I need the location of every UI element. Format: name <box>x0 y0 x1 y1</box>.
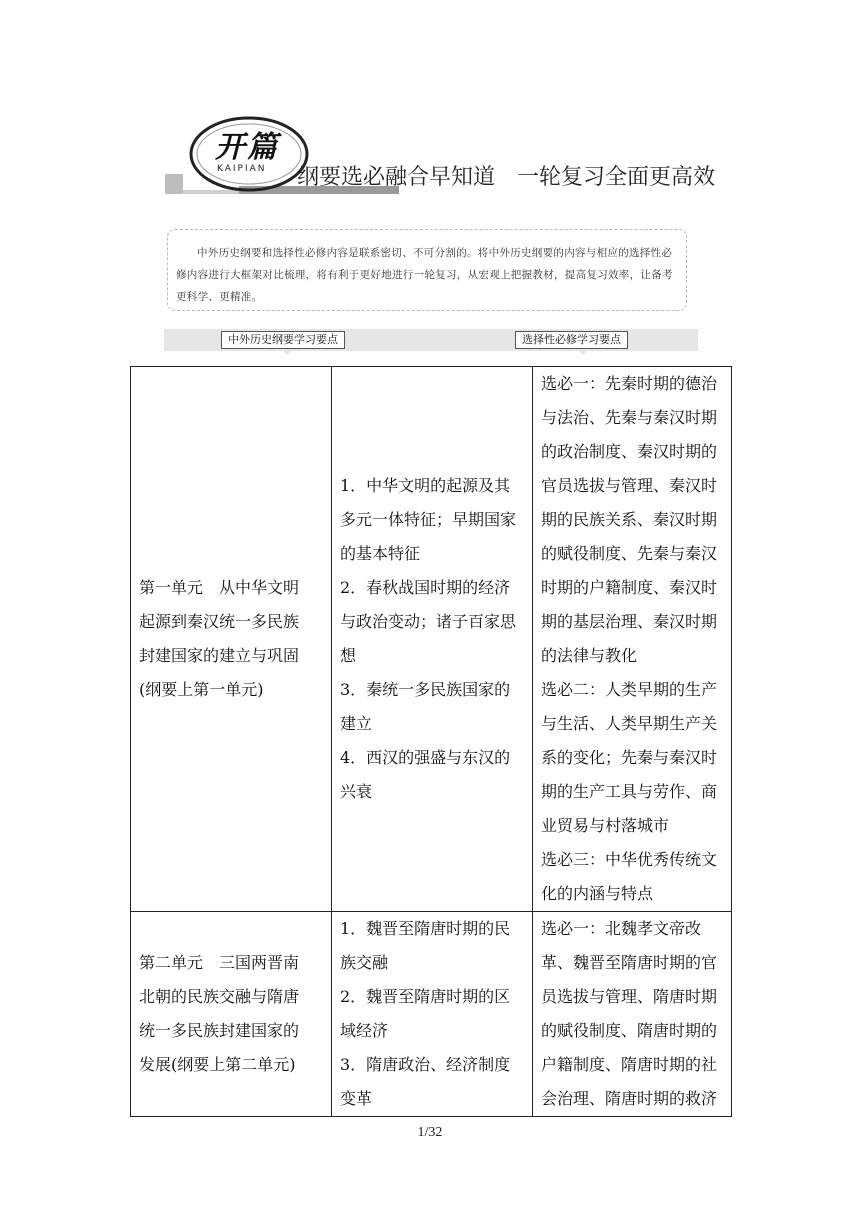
comparison-table <box>130 366 732 1117</box>
cell-line: 2．魏晋至隋唐时期的区 <box>340 987 511 1006</box>
cell-line: 员选拔与管理、隋唐时期 <box>541 987 718 1006</box>
cell-line: 期的民族关系、秦汉时期 <box>541 510 718 529</box>
cell-line: 统一多民族封建国家的 <box>139 1021 300 1040</box>
cell-line: 会治理、隋唐时期的救济 <box>541 1089 718 1108</box>
label-elective: 选择性必修学习要点 <box>515 331 628 349</box>
cell-line: (纲要上第一单元) <box>139 680 264 699</box>
cell-line: 期的生产工具与劳作、商 <box>541 782 718 801</box>
cell-line: 封建国家的建立与巩固 <box>139 646 300 665</box>
cell-line: 业贸易与村落城市 <box>541 816 670 835</box>
kaipian-badge <box>187 112 311 196</box>
cell-line: 兴衰 <box>340 782 373 801</box>
cell-line: 第一单元 从中华文明 <box>139 578 300 597</box>
badge-pinyin: KAIPIAN <box>217 164 267 174</box>
cell-line: 与生活、人类早期生产关 <box>541 714 718 733</box>
unit-cell <box>131 912 332 1117</box>
cell-line: 发展(纲要上第二单元) <box>139 1055 296 1074</box>
cell-line: 第二单元 三国两晋南 <box>139 953 300 972</box>
cell-line: 3．隋唐政治、经济制度 <box>340 1055 511 1074</box>
cell-line: 想 <box>340 646 357 665</box>
cell-line: 选必一：先秦时期的德治 <box>541 374 718 393</box>
outline-points-cell <box>332 912 533 1117</box>
intro-line: 更科学、更精准。 <box>176 291 263 303</box>
cell-line: 与政治变动；诸子百家思 <box>340 612 517 631</box>
cell-line: 官员选拔与管理、秦汉时 <box>541 476 718 495</box>
cell-line: 与法治、先秦与秦汉时期 <box>541 408 718 427</box>
pointer-arrow <box>577 349 589 355</box>
cell-line: 时期的户籍制度、秦汉时 <box>541 578 718 597</box>
cell-line: 选必二：人类早期的生产 <box>541 680 718 699</box>
intro-line: 中外历史纲要和选择性必修内容是联系密切、不可分割的。将中外历史纲要的内容与相应的选择性必 <box>197 247 673 259</box>
banner-decoration <box>165 174 183 194</box>
cell-line: 的赋役制度、先秦与秦汉 <box>541 544 718 563</box>
cell-line: 1．中华文明的起源及其 <box>340 476 511 495</box>
cell-line: 期的基层治理、秦汉时期 <box>541 612 718 631</box>
cell-line: 的基本特征 <box>340 544 421 563</box>
cell-line: 选必一：北魏孝文帝改 <box>541 919 702 938</box>
cell-line: 选必三：中华优秀传统文 <box>541 850 718 869</box>
cell-line: 起源到秦汉统一多民族 <box>139 612 300 631</box>
elective-points-cell <box>533 367 732 912</box>
page-number: 1/32 <box>417 1125 443 1140</box>
cell-line: 族交融 <box>340 953 389 972</box>
table-row <box>131 367 732 912</box>
cell-line: 北朝的民族交融与隋唐 <box>139 987 300 1006</box>
cell-line: 变革 <box>340 1089 373 1108</box>
outline-points-cell <box>332 367 533 912</box>
section-labels-bar <box>164 329 698 351</box>
cell-line: 2．春秋战国时期的经济 <box>340 578 511 597</box>
elective-points-cell <box>533 912 732 1117</box>
intro-line: 修内容进行大框架对比梳理，将有利于更好地进行一轮复习，从宏观上把握教材，提高复习效率，让备考 <box>176 269 673 281</box>
cell-line: 4．西汉的强盛与东汉的 <box>340 748 511 767</box>
intro-text <box>176 242 681 308</box>
cell-line: 的赋役制度、隋唐时期的 <box>541 1021 718 1040</box>
cell-line: 域经济 <box>340 1021 389 1040</box>
chapter-banner <box>165 112 716 207</box>
table-row <box>131 912 732 1117</box>
cell-line: 1．魏晋至隋唐时期的民 <box>340 919 511 938</box>
cell-line: 户籍制度、隋唐时期的社 <box>541 1055 718 1074</box>
cell-line: 的政治制度、秦汉时期的 <box>541 442 718 461</box>
badge-title: 开篇 <box>215 130 279 165</box>
cell-line: 3．秦统一多民族国家的 <box>340 680 511 699</box>
banner-title: 纲要选必融合早知道 一轮复习全面更高效 <box>297 165 716 190</box>
cell-line: 革、魏晋至隋唐时期的官 <box>541 953 718 972</box>
intro-box <box>167 229 687 311</box>
cell-line: 系的变化；先秦与秦汉时 <box>541 748 718 767</box>
pointer-arrow <box>281 349 293 355</box>
unit-cell <box>131 367 332 912</box>
cell-line: 多元一体特征；早期国家 <box>340 510 517 529</box>
cell-line: 建立 <box>340 714 373 733</box>
cell-line: 的法律与教化 <box>541 646 638 665</box>
label-outline: 中外历史纲要学习要点 <box>221 331 345 349</box>
cell-line: 化的内涵与特点 <box>541 884 654 903</box>
